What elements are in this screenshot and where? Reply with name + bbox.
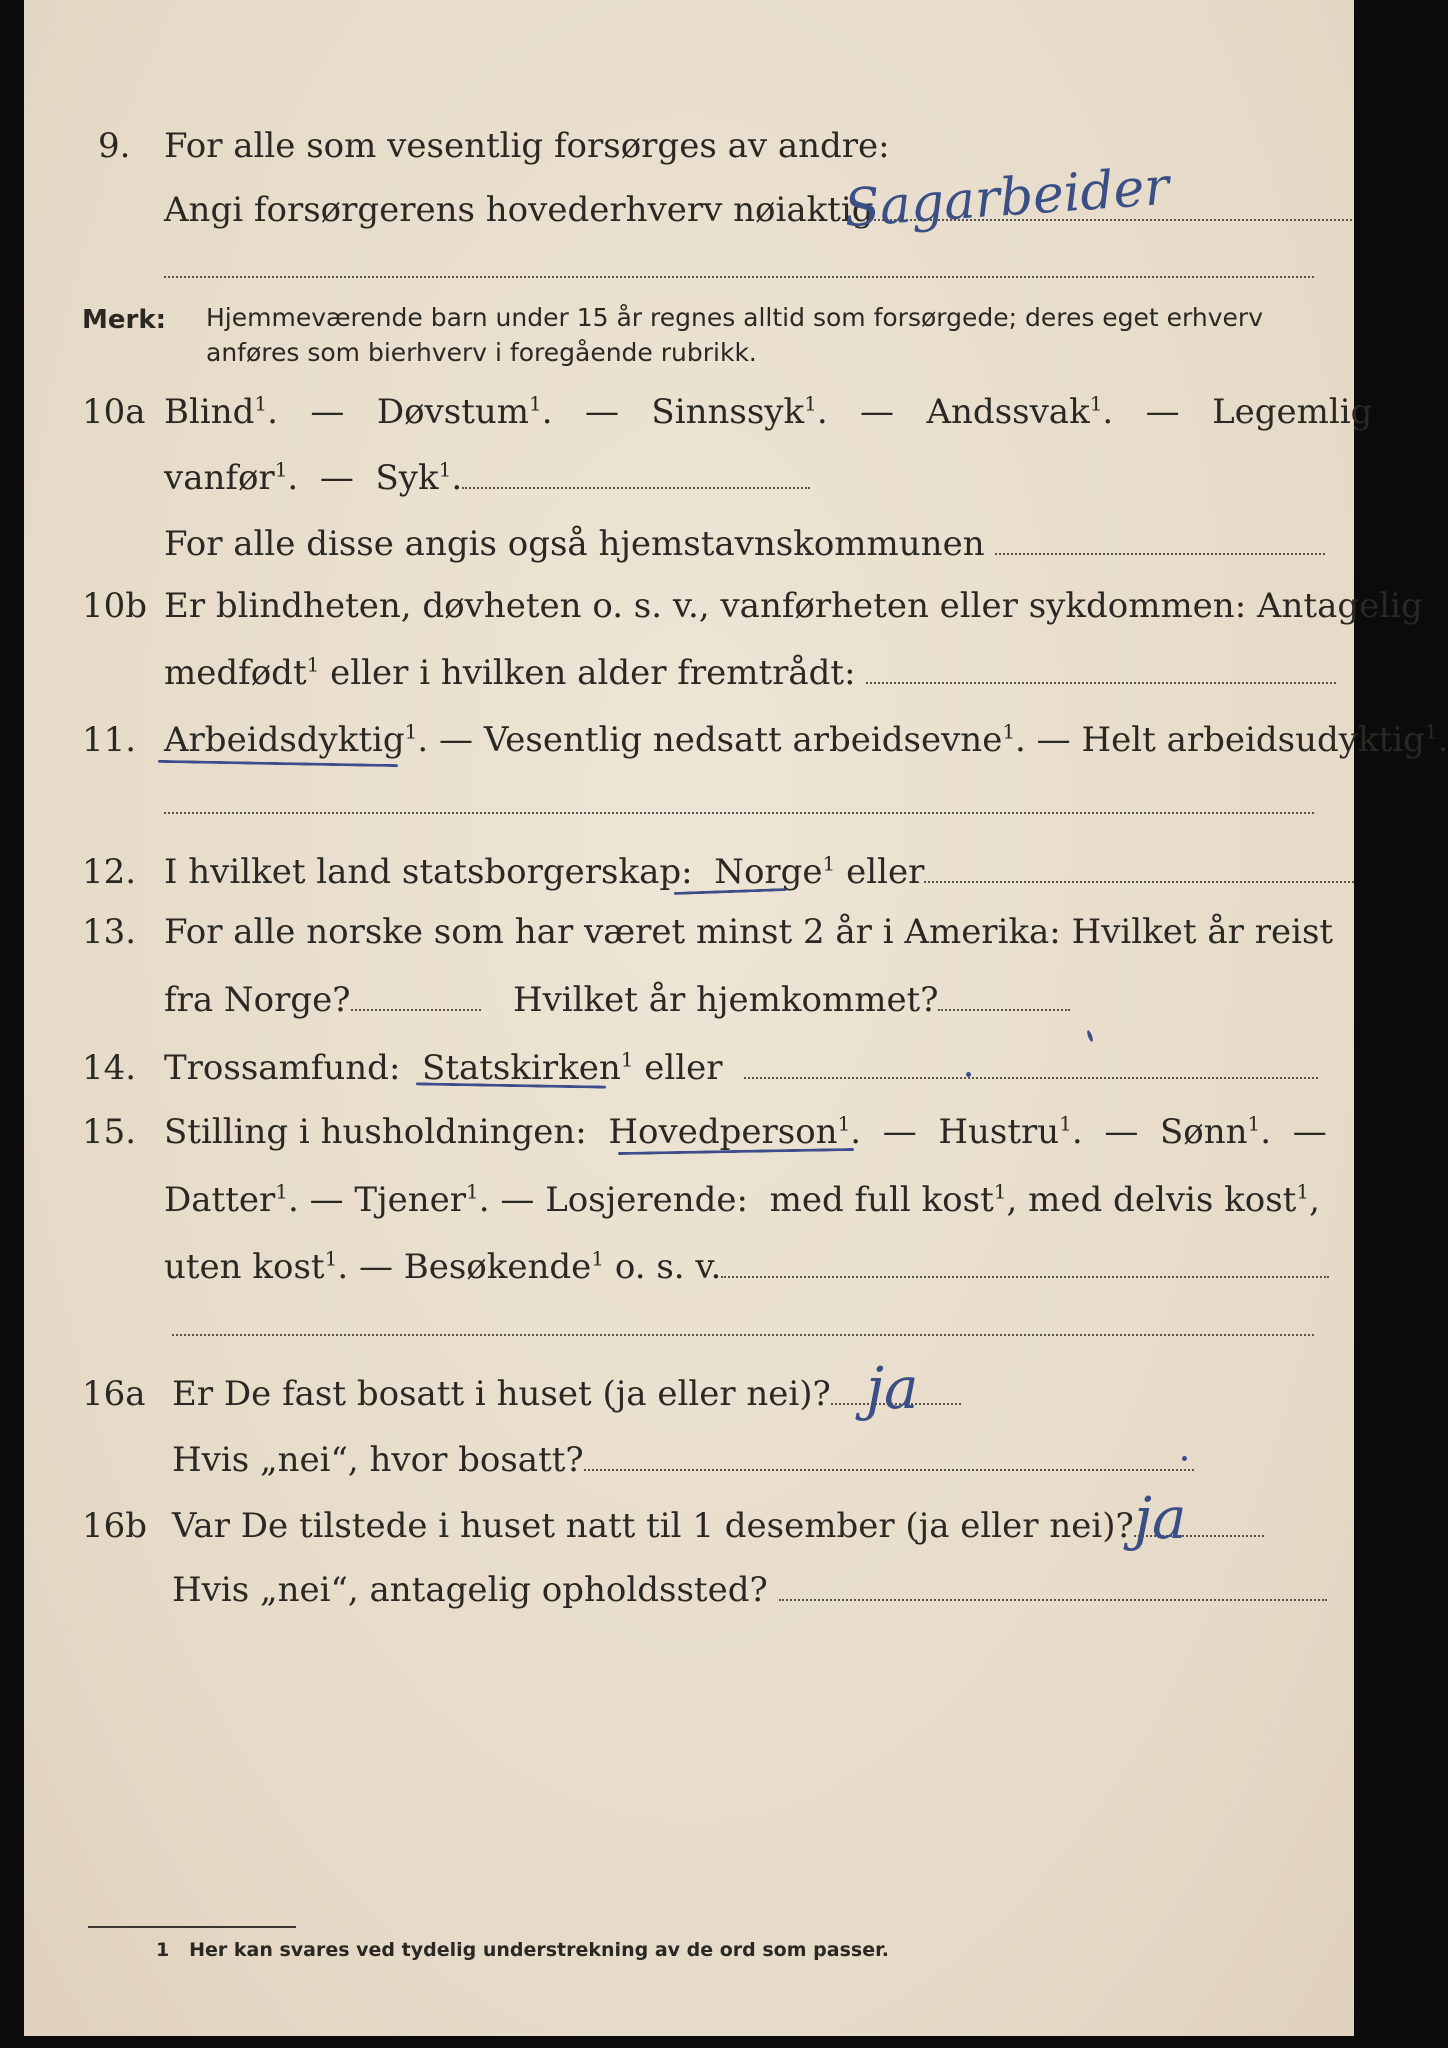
q10b-answer-line[interactable] bbox=[866, 682, 1336, 684]
q15-number: 15. bbox=[82, 1112, 137, 1152]
q10a-legemlig: Legemlig bbox=[1212, 392, 1373, 432]
q9-number: 9. bbox=[98, 126, 131, 166]
q15-line1: Stilling i husholdningen: Hovedperson$^1$. — Hustru$^1$. — Sønn$^1$. — bbox=[164, 1111, 1327, 1152]
q10a-line3 bbox=[164, 524, 1325, 564]
q11-opt-arbeidsdyktig[interactable]: Arbeidsdyktig bbox=[164, 720, 405, 760]
q16b-line2 bbox=[172, 1570, 1327, 1610]
q10b-line2-rest: eller i hvilken alder fremtrådt: bbox=[330, 653, 856, 693]
footnote bbox=[156, 1937, 889, 1963]
q15-opt-fullkost[interactable]: med full kost bbox=[769, 1180, 994, 1220]
q16b-line1 bbox=[172, 1506, 1264, 1546]
q9-handwritten-answer: Sagarbeider bbox=[842, 156, 1172, 240]
q12-line: I hvilket land statsborgerskap: Norge$^1$ eller bbox=[164, 852, 1354, 892]
census-form-page bbox=[24, 0, 1448, 2036]
q13-line2 bbox=[164, 980, 1070, 1020]
q16a-number: 16a bbox=[82, 1374, 146, 1414]
q15-answer-line[interactable] bbox=[721, 1276, 1329, 1278]
q10a-number: 10a bbox=[82, 392, 146, 432]
q13-line1: For alle norske som har været minst 2 år i Amerika: Hvilket år reist bbox=[164, 912, 1334, 952]
q13-number: 13. bbox=[82, 912, 137, 952]
q9-line2-text: Angi forsørgerens hovederhverv nøiaktig bbox=[164, 190, 874, 230]
q10a-answer-line[interactable] bbox=[462, 487, 810, 489]
merk-label: Merk: bbox=[82, 305, 167, 335]
q15-opt-besokende[interactable]: Besøkende bbox=[403, 1247, 592, 1287]
q15-opt-tjener[interactable]: Tjener bbox=[354, 1180, 467, 1220]
q15-losjerende: Losjerende: bbox=[545, 1180, 748, 1220]
q15-opt-hustru[interactable]: Hustru bbox=[938, 1112, 1060, 1152]
q10a-dovstum: Døvstum bbox=[376, 392, 529, 432]
q14-answer-line[interactable] bbox=[744, 1077, 1318, 1079]
q10a-sinnssyk: Sinnssyk bbox=[651, 392, 805, 432]
ink-dot bbox=[966, 1072, 971, 1077]
footnote-rule bbox=[88, 1926, 296, 1928]
q15-opt-datter[interactable]: Datter bbox=[164, 1180, 276, 1220]
q10b-line1: Er blindheten, døvheten o. s. v., vanførheten eller sykdommen: Antagelig bbox=[164, 586, 1423, 626]
q16a-line2 bbox=[172, 1440, 1194, 1480]
q10b-medfodt: medfødt bbox=[164, 653, 307, 693]
q10a-blind: Blind bbox=[164, 392, 255, 432]
q11-pen-underline bbox=[158, 760, 398, 767]
q10a-hjemstavn-line[interactable] bbox=[995, 553, 1325, 555]
ink-dot bbox=[1182, 1456, 1187, 1461]
q9-extra-line[interactable] bbox=[164, 276, 1314, 278]
q15-opt-sonn[interactable]: Sønn bbox=[1159, 1112, 1248, 1152]
q13-hjemkommet: Hvilket år hjemkommet? bbox=[512, 980, 939, 1020]
q16b-line1-text: Var De tilstede i huset natt til 1 desember (ja eller nei)? bbox=[172, 1506, 1134, 1546]
q15-extra-line[interactable] bbox=[172, 1334, 1314, 1336]
merk-line1: Hjemmeværende barn under 15 år regnes alltid som forsørgede; deres eget erhverv bbox=[206, 303, 1263, 332]
ink-mark bbox=[1086, 1030, 1094, 1043]
q14-opt-statskirken[interactable]: Statskirken bbox=[422, 1048, 621, 1088]
q11-number: 11. bbox=[82, 720, 137, 760]
q14-line: Trossamfund: Statskirken$^1$ eller bbox=[164, 1048, 1318, 1088]
q16b-opholdssted-line[interactable] bbox=[779, 1599, 1327, 1601]
q12-opt-norge[interactable]: Norge bbox=[714, 852, 823, 892]
q15-line2: Datter$^1$. — Tjener$^1$. — Losjerende: med full kost$^1$, med delvis kost$^1$, bbox=[164, 1179, 1320, 1220]
q16b-handwritten-answer: ja bbox=[1134, 1484, 1187, 1552]
q10a-vanfor: vanfør bbox=[164, 458, 275, 498]
q9-line2 bbox=[164, 190, 1352, 230]
q15-text: Stilling i husholdningen: bbox=[164, 1112, 587, 1152]
q9-line1: For alle som vesentlig forsørges av andre: bbox=[164, 126, 890, 166]
q14-text: Trossamfund: bbox=[164, 1048, 401, 1088]
q10b-number: 10b bbox=[82, 586, 148, 626]
q10a-syk: Syk bbox=[375, 458, 439, 498]
q15-line3: uten kost$^1$. — Besøkende$^1$ o. s. v. bbox=[164, 1247, 1329, 1287]
q16a-line1 bbox=[172, 1374, 961, 1414]
q11-opt-udyktig[interactable]: Helt arbeidsudyktig bbox=[1081, 720, 1425, 760]
q16a-line2-text: Hvis „nei“, hvor bosatt? bbox=[172, 1440, 584, 1480]
footnote-mark: 1 bbox=[156, 1939, 170, 1961]
q15-opt-delviskost[interactable]: med delvis kost bbox=[1028, 1180, 1297, 1220]
q13-reist-line[interactable] bbox=[351, 1009, 481, 1011]
q10a-line1: Blind$^1$. — Døvstum$^1$. — Sinnssyk$^1$. — Andssvak$^1$. — Legemlig bbox=[164, 391, 1373, 432]
q13-hjemkommet-line[interactable] bbox=[938, 1009, 1070, 1011]
q14-number: 14. bbox=[82, 1048, 137, 1088]
q13-fra-norge: fra Norge? bbox=[164, 980, 351, 1020]
merk-line2: anføres som bierhverv i foregående rubrikk. bbox=[206, 338, 757, 367]
q16a-line1-text: Er De fast bosatt i huset (ja eller nei)? bbox=[172, 1374, 831, 1414]
q12-answer-line[interactable] bbox=[924, 881, 1354, 883]
q12-text: I hvilket land statsborgerskap: bbox=[164, 852, 693, 892]
q16b-number: 16b bbox=[82, 1506, 148, 1546]
q12-number: 12. bbox=[82, 852, 137, 892]
q10a-line3-text: For alle disse angis også hjemstavnskommunen bbox=[164, 524, 985, 564]
q16a-handwritten-answer: ja bbox=[866, 1354, 919, 1422]
q11-extra-line[interactable] bbox=[164, 812, 1314, 814]
q15-opt-hovedperson[interactable]: Hovedperson bbox=[608, 1112, 838, 1152]
q11-line: Arbeidsdyktig$^1$. — Vesentlig nedsatt arbeidsevne$^1$. — Helt arbeidsudyktig$^1$. bbox=[164, 719, 1448, 760]
q10b-line2: medfødt$^1$ eller i hvilken alder fremtrådt: bbox=[164, 653, 1336, 693]
q16b-line2-text: Hvis „nei“, antagelig opholdssted? bbox=[172, 1570, 768, 1610]
q10a-andssvak: Andssvak bbox=[926, 392, 1090, 432]
q10a-line2: vanfør$^1$. — Syk$^1$. bbox=[164, 458, 810, 498]
q16a-bosatt-line[interactable] bbox=[584, 1469, 1194, 1471]
q11-opt-nedsatt[interactable]: Vesentlig nedsatt arbeidsevne bbox=[483, 720, 1003, 760]
footnote-text: Her kan svares ved tydelig understrekning av de ord som passer. bbox=[189, 1939, 889, 1961]
q15-opt-utenkost[interactable]: uten kost bbox=[164, 1247, 325, 1287]
